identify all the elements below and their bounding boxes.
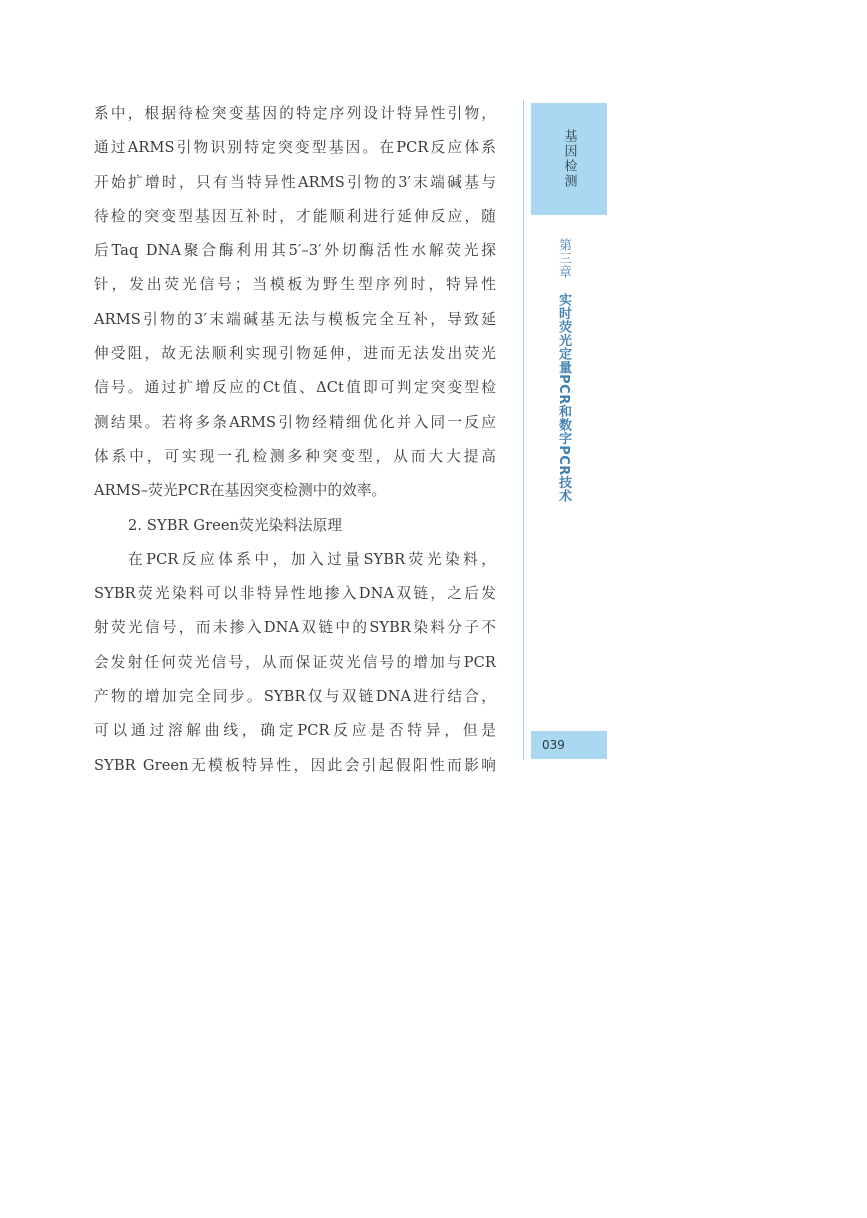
text-line: ARMS引物的3′末端碱基无法与模板完全互补，导致延 [94,310,496,328]
page-number: 039 [542,738,565,752]
text-line: 射荧光信号，而未掺入DNA双链中的SYBR染料分子不 [94,619,496,637]
text-line: 信号。通过扩增反应的Ct值、ΔCt值即可判定突变型检 [94,379,496,397]
text-line: 可以通过溶解曲线，确定PCR反应是否特异，但是 [94,722,496,740]
page-number-tab [531,731,607,759]
text-line: SYBR Green无模板特异性，因此会引起假阳性而影响 [94,756,496,774]
text-line: 会发射任何荧光信号，从而保证荧光信号的增加与PCR [94,653,496,671]
text-line: 待检的突变型基因互补时，才能顺利进行延伸反应，随 [94,207,496,225]
text-line: 开始扩增时，只有当特异性ARMS引物的3′末端碱基与 [94,173,496,191]
chapter-number: 第三章 [556,238,571,279]
text-line: 在PCR反应体系中，加入过量SYBR荧光染料， [128,550,496,568]
text-line: 针，发出荧光信号；当模板为野生型序列时，特异性 [94,276,496,294]
chapter-title: 实时荧光定量PCR和数字PCR技术 [556,293,571,503]
text-line: 伸受阻，故无法顺利实现引物延伸，进而无法发出荧光 [94,345,496,363]
chapter-heading [551,238,575,528]
section-heading: 2. SYBR Green荧光染料法原理 [128,516,343,534]
text-line: 通过ARMS引物识别特定突变型基因。在PCR反应体系 [94,139,496,157]
text-line: 测结果。若将多条ARMS引物经精细优化并入同一反应 [94,413,496,431]
text-line: 后Taq DNA聚合酶利用其5′–3′外切酶活性水解荧光探 [94,242,496,260]
body-text [94,97,496,783]
sidebar-divider [523,100,524,760]
text-line: 系中，根据待检突变基因的特定序列设计特异性引物， [94,105,496,122]
text-line: 体系中，可实现一孔检测多种突变型，从而大大提高 [94,447,496,465]
text-line: 产物的增加完全同步。SYBR仅与双链DNA进行结合， [94,688,496,706]
section-tab [531,103,607,215]
text-line: ARMS–荧光PCR在基因突变检测中的效率。 [94,482,387,500]
section-label: 基因检测 [561,129,577,189]
text-line: SYBR荧光染料可以非特异性地掺入DNA双链，之后发 [94,585,496,603]
